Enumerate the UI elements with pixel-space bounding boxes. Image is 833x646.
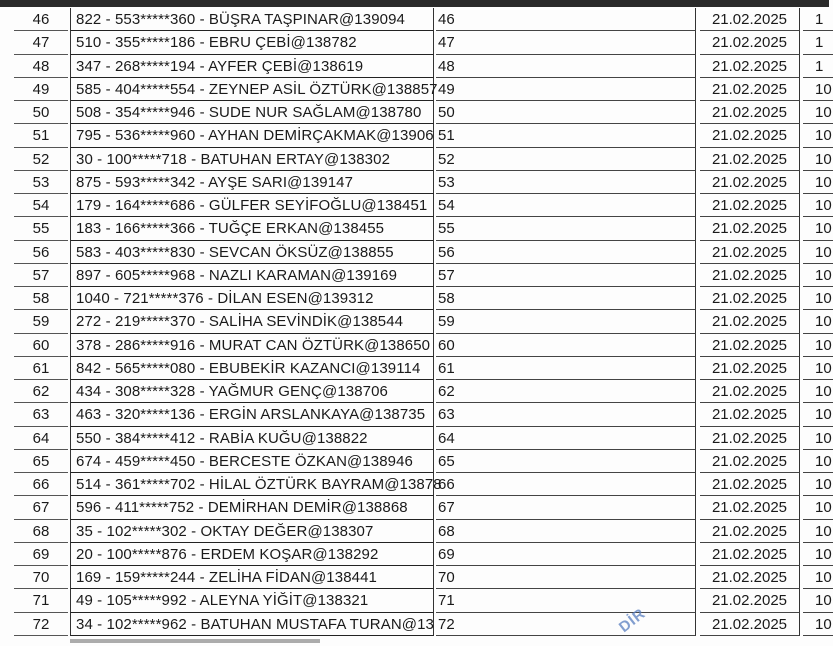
row-date: 21.02.2025 [700,310,800,333]
row-index: 54 [436,194,696,217]
table-top-border [0,0,829,7]
table-row [0,334,832,357]
row-date: 21.02.2025 [700,171,800,194]
row-date: 21.02.2025 [700,217,800,240]
participant-entry: 347 - 268*****194 - AYFER ÇEBİ@138619 [70,55,434,78]
row-date: 21.02.2025 [700,403,800,426]
participant-entry: 49 - 105*****992 - ALEYNA YİĞİT@138321 [70,589,434,612]
participant-entry: 272 - 219*****370 - SALİHA SEVİNDİK@138544 [70,310,434,333]
row-index: 57 [436,264,696,287]
table-row [0,380,832,403]
row-number: 52 [14,148,68,171]
table-row [0,171,832,194]
table-row [0,31,829,54]
row-extra: 10 [803,171,833,194]
row-extra: 10 [803,520,833,543]
row-index: 52 [436,148,696,171]
row-index: 70 [436,566,696,589]
participant-entry: 169 - 159*****244 - ZELİHA FİDAN@138441 [70,566,434,589]
participant-entry: 183 - 166*****366 - TUĞÇE ERKAN@138455 [70,217,434,240]
row-date: 21.02.2025 [700,543,800,566]
row-number: 62 [14,380,68,403]
row-number: 61 [14,357,68,380]
row-index: 46 [436,8,696,31]
row-number: 64 [14,427,68,450]
row-date: 21.02.2025 [700,78,800,101]
row-index: 47 [436,31,696,54]
row-number: 47 [14,31,68,54]
row-number: 58 [14,287,68,310]
participant-entry: 179 - 164*****686 - GÜLFER SEYİFOĞLU@138451 [70,194,434,217]
row-index: 64 [436,427,696,450]
row-index: 68 [436,520,696,543]
row-number: 70 [14,566,68,589]
results-table [0,8,832,636]
row-number: 49 [14,78,68,101]
row-date: 21.02.2025 [700,264,800,287]
row-index: 65 [436,450,696,473]
table-row [0,217,832,240]
row-extra: 10 [803,78,833,101]
row-extra: 10 [803,403,833,426]
table-row [0,473,832,496]
row-extra: 10 [803,264,833,287]
table-row [0,124,832,147]
participant-entry: 897 - 605*****968 - NAZLI KARAMAN@139169 [70,264,434,287]
table-row [0,427,832,450]
row-extra: 10 [803,566,833,589]
row-index: 55 [436,217,696,240]
row-number: 55 [14,217,68,240]
row-number: 53 [14,171,68,194]
table-row [0,310,832,333]
table-row [0,101,832,124]
participant-entry: 795 - 536*****960 - AYHAN DEMİRÇAKMAK@13906 [70,124,434,147]
table-row [0,613,832,636]
row-number: 69 [14,543,68,566]
row-index: 53 [436,171,696,194]
table-row [0,496,832,519]
row-number: 66 [14,473,68,496]
row-number: 65 [14,450,68,473]
row-index: 69 [436,543,696,566]
row-extra: 10 [803,148,833,171]
table-row [0,78,832,101]
row-extra: 10 [803,310,833,333]
row-index: 51 [436,124,696,147]
row-date: 21.02.2025 [700,380,800,403]
row-index: 56 [436,241,696,264]
row-date: 21.02.2025 [700,148,800,171]
row-extra: 10 [803,589,833,612]
row-number: 71 [14,589,68,612]
table-row [0,55,829,78]
table-row [0,403,832,426]
row-extra: 10 [803,241,833,264]
row-extra: 10 [803,380,833,403]
row-index: 48 [436,55,696,78]
row-index: 61 [436,357,696,380]
row-date: 21.02.2025 [700,566,800,589]
participant-entry: 822 - 553*****360 - BÜŞRA TAŞPINAR@139094 [70,8,434,31]
table-row [0,8,829,31]
row-extra: 10 [803,101,833,124]
row-extra: 10 [803,496,833,519]
row-extra: 1 [803,31,833,54]
row-index: 49 [436,78,696,101]
table-row [0,566,832,589]
row-extra: 10 [803,287,833,310]
row-extra: 10 [803,543,833,566]
participant-entry: 875 - 593*****342 - AYŞE SARI@139147 [70,171,434,194]
row-number: 48 [14,55,68,78]
official-stamp: DİR [615,604,650,637]
table-row [0,520,832,543]
row-number: 63 [14,403,68,426]
row-number: 59 [14,310,68,333]
row-date: 21.02.2025 [700,287,800,310]
row-number: 54 [14,194,68,217]
partial-next-row [70,641,430,646]
row-date: 21.02.2025 [700,194,800,217]
table-row [0,264,832,287]
participant-entry: 514 - 361*****702 - HİLAL ÖZTÜRK BAYRAM@13878 [70,473,434,496]
row-index: 66 [436,473,696,496]
participant-entry: 508 - 354*****946 - SUDE NUR SAĞLAM@138780 [70,101,434,124]
row-extra: 10 [803,124,833,147]
row-date: 21.02.2025 [700,520,800,543]
row-extra: 10 [803,450,833,473]
row-extra: 10 [803,194,833,217]
row-number: 72 [14,613,68,636]
table-row [0,241,832,264]
row-date: 21.02.2025 [700,124,800,147]
row-date: 21.02.2025 [700,450,800,473]
row-index: 62 [436,380,696,403]
row-date: 21.02.2025 [700,101,800,124]
row-extra: 10 [803,427,833,450]
participant-entry: 30 - 100*****718 - BATUHAN ERTAY@138302 [70,148,434,171]
row-date: 21.02.2025 [700,473,800,496]
row-date: 21.02.2025 [700,55,800,78]
participant-entry: 378 - 286*****916 - MURAT CAN ÖZTÜRK@138650 [70,334,434,357]
participant-entry: 674 - 459*****450 - BERCESTE ÖZKAN@138946 [70,450,434,473]
participant-entry: 842 - 565*****080 - EBUBEKİR KAZANCI@139114 [70,357,434,380]
row-index: 71 [436,589,696,612]
participant-entry: 463 - 320*****136 - ERGİN ARSLANKAYA@138735 [70,403,434,426]
table-row [0,148,832,171]
table-row [0,287,832,310]
table-row [0,543,832,566]
row-date: 21.02.2025 [700,31,800,54]
row-number: 68 [14,520,68,543]
participant-entry: 35 - 102*****302 - OKTAY DEĞER@138307 [70,520,434,543]
row-number: 60 [14,334,68,357]
participant-entry: 434 - 308*****328 - YAĞMUR GENÇ@138706 [70,380,434,403]
participant-entry: 585 - 404*****554 - ZEYNEP ASİL ÖZTÜRK@138857 [70,78,434,101]
row-extra: 1 [803,55,833,78]
row-index: 60 [436,334,696,357]
row-date: 21.02.2025 [700,613,800,636]
row-date: 21.02.2025 [700,589,800,612]
row-extra: 10 [803,357,833,380]
row-index: 72 [436,613,696,636]
row-index: 59 [436,310,696,333]
row-date: 21.02.2025 [700,496,800,519]
row-extra: 10 [803,473,833,496]
row-date: 21.02.2025 [700,427,800,450]
row-number: 67 [14,496,68,519]
row-extra: 10 [803,217,833,240]
table-row [0,357,832,380]
row-date: 21.02.2025 [700,241,800,264]
participant-entry: 583 - 403*****830 - SEVCAN ÖKSÜZ@138855 [70,241,434,264]
participant-entry: 34 - 102*****962 - BATUHAN MUSTAFA TURAN@13 [70,613,434,636]
row-extra: 10 [803,613,833,636]
participant-entry: 510 - 355*****186 - EBRU ÇEBİ@138782 [70,31,434,54]
row-index: 50 [436,101,696,124]
table-row [0,589,832,612]
participant-entry: 550 - 384*****412 - RABİA KUĞU@138822 [70,427,434,450]
row-extra: 10 [803,334,833,357]
row-number: 51 [14,124,68,147]
participant-entry: 20 - 100*****876 - ERDEM KOŞAR@138292 [70,543,434,566]
row-number: 57 [14,264,68,287]
row-date: 21.02.2025 [700,8,800,31]
row-extra: 1 [803,8,833,31]
row-index: 58 [436,287,696,310]
row-number: 46 [14,8,68,31]
participant-entry: 1040 - 721*****376 - DİLAN ESEN@139312 [70,287,434,310]
table-row [0,194,832,217]
row-date: 21.02.2025 [700,357,800,380]
row-date: 21.02.2025 [700,334,800,357]
row-index: 67 [436,496,696,519]
participant-entry: 596 - 411*****752 - DEMİRHAN DEMİR@138868 [70,496,434,519]
row-number: 50 [14,101,68,124]
table-row [0,450,832,473]
row-number: 56 [14,241,68,264]
row-index: 63 [436,403,696,426]
